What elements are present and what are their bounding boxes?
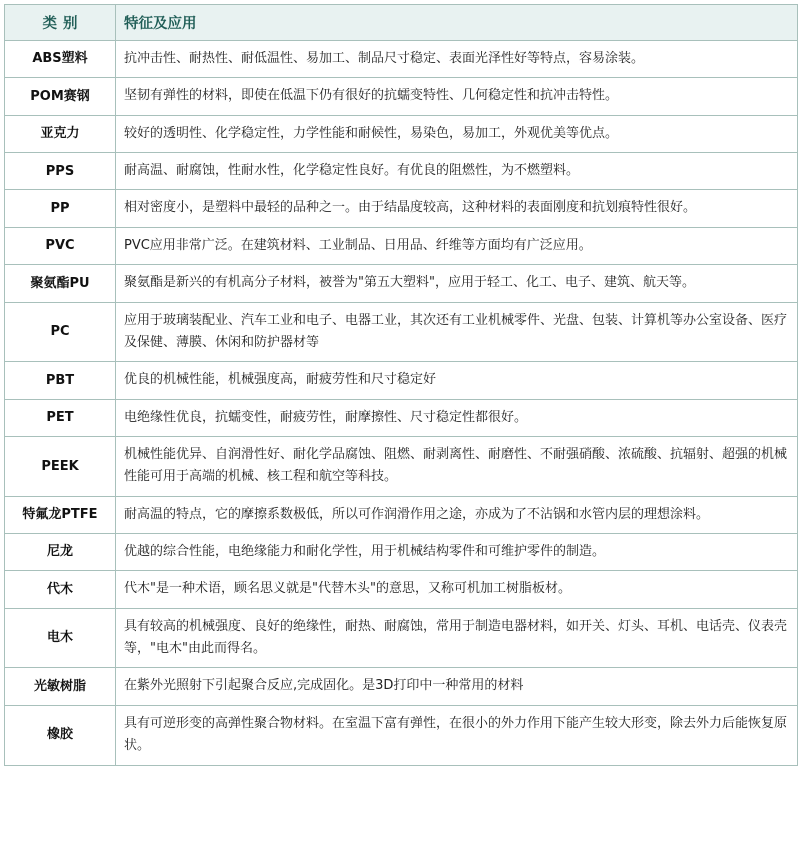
cell-category: 亚克力 (5, 115, 116, 152)
cell-category: 聚氨酯PU (5, 265, 116, 302)
cell-description: 抗冲击性、耐热性、耐低温性、易加工、制品尺寸稳定、表面光泽性好等特点，容易涂装。 (116, 41, 798, 78)
cell-description: 机械性能优异、自润滑性好、耐化学品腐蚀、阻燃、耐剥离性、耐磨性、不耐强硝酸、浓硫酸、抗辐射、超强的机械性能可用于高端的机械、核工程和航空等科技。 (116, 436, 798, 496)
table-row (5, 190, 798, 227)
cell-category: PBT (5, 362, 116, 399)
table-row (5, 153, 798, 190)
cell-description: 相对密度小，是塑料中最轻的品种之一。由于结晶度较高，这种材料的表面刚度和抗划痕特性很好。 (116, 190, 798, 227)
cell-description: 优越的综合性能，电绝缘能力和耐化学性，用于机械结构零件和可维护零件的制造。 (116, 534, 798, 571)
cell-category: PVC (5, 227, 116, 264)
table-row (5, 705, 798, 765)
cell-description: 代木"是一种术语，顾名思义就是"代替木头"的意思，又称可机加工树脂板材。 (116, 571, 798, 608)
table-row (5, 571, 798, 608)
table-row (5, 608, 798, 668)
cell-description: 较好的透明性、化学稳定性，力学性能和耐候性，易染色，易加工，外观优美等优点。 (116, 115, 798, 152)
table-row (5, 436, 798, 496)
cell-category: ABS塑料 (5, 41, 116, 78)
cell-description: 具有可逆形变的高弹性聚合物材料。在室温下富有弹性，在很小的外力作用下能产生较大形变，除去外力后能恢复原状。 (116, 705, 798, 765)
cell-description: 应用于玻璃装配业、汽车工业和电子、电器工业，其次还有工业机械零件、光盘、包装、计算机等办公室设备、医疗及保健、薄膜、休闲和防护器材等 (116, 302, 798, 362)
table-row (5, 265, 798, 302)
cell-description: 耐高温、耐腐蚀，性耐水性，化学稳定性良好。有优良的阻燃性，为不燃塑料。 (116, 153, 798, 190)
cell-category: PPS (5, 153, 116, 190)
table-row (5, 41, 798, 78)
cell-category: 橡胶 (5, 705, 116, 765)
cell-category: PP (5, 190, 116, 227)
table-header-row (5, 5, 798, 41)
cell-category: PET (5, 399, 116, 436)
cell-description: 耐高温的特点，它的摩擦系数极低，所以可作润滑作用之途，亦成为了不沾锅和水管内层的理想涂料。 (116, 496, 798, 533)
table-header (5, 5, 798, 41)
table-row (5, 668, 798, 705)
table-row (5, 496, 798, 533)
cell-category: POM赛钢 (5, 78, 116, 115)
cell-description: 在紫外光照射下引起聚合反应,完成固化。是3D打印中一种常用的材料 (116, 668, 798, 705)
cell-description: 优良的机械性能，机械强度高，耐疲劳性和尺寸稳定好 (116, 362, 798, 399)
cell-description: 坚韧有弹性的材料，即使在低温下仍有很好的抗蠕变特性、几何稳定性和抗冲击特性。 (116, 78, 798, 115)
table-row (5, 302, 798, 362)
table-row (5, 534, 798, 571)
cell-category: 尼龙 (5, 534, 116, 571)
cell-description: 聚氨酯是新兴的有机高分子材料，被誉为"第五大塑料"，应用于轻工、化工、电子、建筑、航天等。 (116, 265, 798, 302)
column-header-description: 特征及应用 (116, 5, 798, 41)
table-row (5, 362, 798, 399)
cell-category: PEEK (5, 436, 116, 496)
cell-category: 特氟龙PTFE (5, 496, 116, 533)
cell-description: 具有较高的机械强度、良好的绝缘性，耐热、耐腐蚀，常用于制造电器材料，如开关、灯头、耳机、电话壳、仪表壳等，"电木"由此而得名。 (116, 608, 798, 668)
table-row (5, 227, 798, 264)
cell-category: 代木 (5, 571, 116, 608)
material-properties-table (4, 4, 798, 766)
column-header-category: 类别 (5, 5, 116, 41)
cell-category: 光敏树脂 (5, 668, 116, 705)
cell-description: 电绝缘性优良，抗蠕变性，耐疲劳性，耐摩擦性、尺寸稳定性都很好。 (116, 399, 798, 436)
table-row (5, 399, 798, 436)
cell-category: 电木 (5, 608, 116, 668)
cell-description: PVC应用非常广泛。在建筑材料、工业制品、日用品、纤维等方面均有广泛应用。 (116, 227, 798, 264)
table-row (5, 115, 798, 152)
cell-category: PC (5, 302, 116, 362)
table-body (5, 41, 798, 766)
table-row (5, 78, 798, 115)
